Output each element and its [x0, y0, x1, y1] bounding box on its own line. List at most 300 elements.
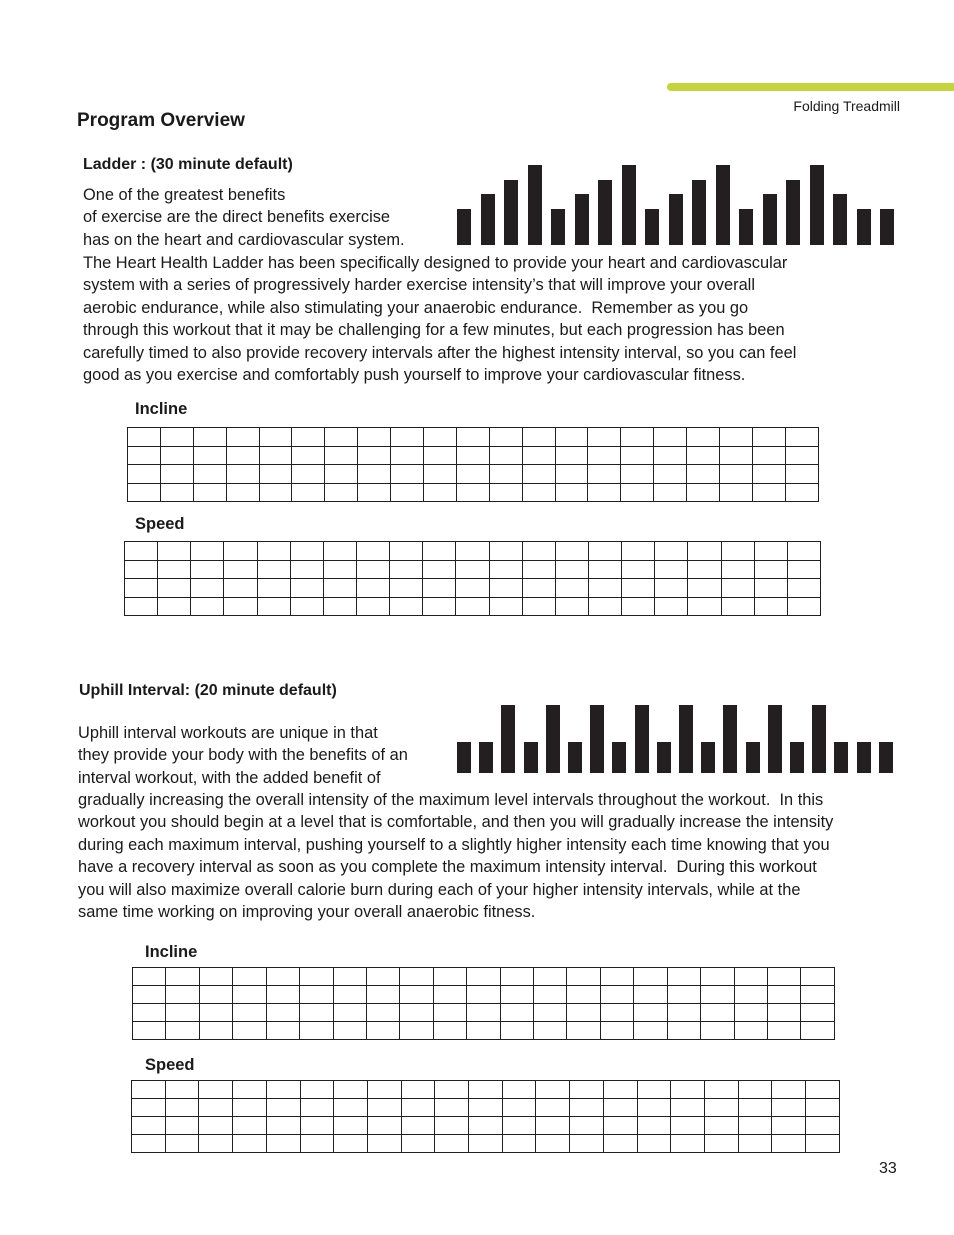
grid-cell[interactable] — [199, 1022, 232, 1040]
grid-cell[interactable] — [502, 1135, 536, 1153]
grid-cell[interactable] — [334, 1081, 368, 1099]
grid-cell[interactable] — [333, 1022, 366, 1040]
grid-cell[interactable] — [588, 446, 621, 465]
grid-cell[interactable] — [469, 1135, 503, 1153]
grid-cell[interactable] — [772, 1081, 806, 1099]
grid-cell[interactable] — [667, 986, 700, 1004]
grid-cell[interactable] — [600, 1004, 633, 1022]
grid-cell[interactable] — [323, 579, 356, 598]
grid-cell[interactable] — [128, 465, 161, 484]
grid-cell[interactable] — [390, 579, 423, 598]
grid-cell[interactable] — [423, 542, 456, 561]
grid-cell[interactable] — [128, 428, 161, 447]
grid-cell[interactable] — [233, 1004, 266, 1022]
grid-cell[interactable] — [555, 483, 588, 502]
grid-cell[interactable] — [754, 579, 787, 598]
grid-cell[interactable] — [806, 1117, 840, 1135]
grid-cell[interactable] — [433, 1022, 466, 1040]
grid-cell[interactable] — [688, 597, 721, 616]
grid-cell[interactable] — [704, 1081, 738, 1099]
grid-cell[interactable] — [401, 1135, 435, 1153]
grid-cell[interactable] — [603, 1117, 637, 1135]
grid-cell[interactable] — [423, 579, 456, 598]
grid-cell[interactable] — [165, 1081, 199, 1099]
grid-cell[interactable] — [489, 542, 522, 561]
grid-cell[interactable] — [752, 446, 785, 465]
grid-cell[interactable] — [634, 986, 667, 1004]
grid-cell[interactable] — [500, 1004, 533, 1022]
grid-cell[interactable] — [467, 1022, 500, 1040]
grid-cell[interactable] — [704, 1117, 738, 1135]
grid-cell[interactable] — [637, 1117, 671, 1135]
grid-cell[interactable] — [424, 465, 457, 484]
grid-cell[interactable] — [325, 465, 358, 484]
grid-cell[interactable] — [600, 968, 633, 986]
grid-cell[interactable] — [467, 1004, 500, 1022]
grid-cell[interactable] — [534, 1022, 567, 1040]
grid-cell[interactable] — [292, 428, 325, 447]
grid-cell[interactable] — [806, 1099, 840, 1117]
grid-cell[interactable] — [621, 465, 654, 484]
grid-cell[interactable] — [323, 542, 356, 561]
grid-cell[interactable] — [622, 560, 655, 579]
grid-cell[interactable] — [193, 483, 226, 502]
grid-cell[interactable] — [588, 560, 621, 579]
grid-cell[interactable] — [424, 446, 457, 465]
grid-cell[interactable] — [500, 986, 533, 1004]
grid-cell[interactable] — [654, 483, 687, 502]
grid-cell[interactable] — [768, 1004, 801, 1022]
grid-cell[interactable] — [292, 483, 325, 502]
grid-cell[interactable] — [259, 446, 292, 465]
grid-cell[interactable] — [125, 542, 158, 561]
grid-cell[interactable] — [522, 560, 555, 579]
grid-cell[interactable] — [500, 968, 533, 986]
grid-cell[interactable] — [435, 1135, 469, 1153]
grid-cell[interactable] — [290, 579, 323, 598]
grid-cell[interactable] — [522, 597, 555, 616]
grid-cell[interactable] — [266, 1099, 300, 1117]
grid-cell[interactable] — [166, 968, 199, 986]
grid-cell[interactable] — [300, 1022, 333, 1040]
grid-cell[interactable] — [333, 968, 366, 986]
grid-cell[interactable] — [588, 483, 621, 502]
grid-cell[interactable] — [300, 1117, 334, 1135]
grid-cell[interactable] — [334, 1099, 368, 1117]
grid-cell[interactable] — [785, 465, 818, 484]
grid-cell[interactable] — [720, 428, 753, 447]
grid-cell[interactable] — [687, 465, 720, 484]
grid-cell[interactable] — [199, 1135, 233, 1153]
grid-cell[interactable] — [489, 446, 522, 465]
grid-cell[interactable] — [433, 968, 466, 986]
grid-cell[interactable] — [721, 579, 754, 598]
grid-cell[interactable] — [622, 597, 655, 616]
grid-cell[interactable] — [621, 428, 654, 447]
grid-cell[interactable] — [257, 579, 290, 598]
grid-cell[interactable] — [588, 465, 621, 484]
grid-cell[interactable] — [193, 446, 226, 465]
grid-cell[interactable] — [600, 1022, 633, 1040]
grid-cell[interactable] — [536, 1135, 570, 1153]
grid-cell[interactable] — [233, 968, 266, 986]
grid-cell[interactable] — [754, 542, 787, 561]
grid-cell[interactable] — [555, 465, 588, 484]
grid-cell[interactable] — [456, 560, 489, 579]
grid-cell[interactable] — [720, 483, 753, 502]
grid-cell[interactable] — [655, 542, 688, 561]
grid-cell[interactable] — [801, 1004, 835, 1022]
grid-cell[interactable] — [768, 968, 801, 986]
grid-cell[interactable] — [433, 986, 466, 1004]
grid-cell[interactable] — [489, 483, 522, 502]
grid-cell[interactable] — [423, 597, 456, 616]
grid-cell[interactable] — [290, 597, 323, 616]
grid-cell[interactable] — [688, 579, 721, 598]
uphill-incline-grid[interactable] — [132, 967, 835, 1040]
grid-cell[interactable] — [132, 1135, 166, 1153]
grid-cell[interactable] — [133, 986, 166, 1004]
grid-cell[interactable] — [300, 986, 333, 1004]
grid-cell[interactable] — [128, 446, 161, 465]
grid-cell[interactable] — [721, 560, 754, 579]
grid-cell[interactable] — [469, 1117, 503, 1135]
grid-cell[interactable] — [570, 1117, 604, 1135]
grid-cell[interactable] — [500, 1022, 533, 1040]
grid-cell[interactable] — [391, 465, 424, 484]
grid-cell[interactable] — [199, 1004, 232, 1022]
grid-cell[interactable] — [266, 986, 299, 1004]
grid-cell[interactable] — [785, 446, 818, 465]
grid-cell[interactable] — [534, 986, 567, 1004]
grid-cell[interactable] — [469, 1081, 503, 1099]
grid-cell[interactable] — [358, 465, 391, 484]
grid-cell[interactable] — [489, 560, 522, 579]
grid-cell[interactable] — [502, 1081, 536, 1099]
grid-cell[interactable] — [300, 1099, 334, 1117]
grid-cell[interactable] — [489, 465, 522, 484]
grid-cell[interactable] — [721, 597, 754, 616]
grid-cell[interactable] — [325, 483, 358, 502]
grid-cell[interactable] — [224, 579, 257, 598]
grid-cell[interactable] — [567, 968, 600, 986]
grid-cell[interactable] — [489, 597, 522, 616]
grid-cell[interactable] — [456, 579, 489, 598]
grid-cell[interactable] — [165, 1135, 199, 1153]
grid-cell[interactable] — [536, 1117, 570, 1135]
grid-cell[interactable] — [622, 542, 655, 561]
grid-cell[interactable] — [233, 1081, 267, 1099]
grid-cell[interactable] — [325, 428, 358, 447]
grid-cell[interactable] — [158, 560, 191, 579]
grid-cell[interactable] — [401, 1081, 435, 1099]
grid-cell[interactable] — [300, 1135, 334, 1153]
grid-cell[interactable] — [634, 1022, 667, 1040]
grid-cell[interactable] — [266, 968, 299, 986]
grid-cell[interactable] — [785, 483, 818, 502]
grid-cell[interactable] — [721, 542, 754, 561]
grid-cell[interactable] — [160, 428, 193, 447]
grid-cell[interactable] — [467, 968, 500, 986]
grid-cell[interactable] — [334, 1135, 368, 1153]
grid-cell[interactable] — [801, 968, 835, 986]
grid-cell[interactable] — [555, 579, 588, 598]
grid-cell[interactable] — [226, 428, 259, 447]
grid-cell[interactable] — [366, 986, 399, 1004]
grid-cell[interactable] — [160, 483, 193, 502]
grid-cell[interactable] — [588, 579, 621, 598]
grid-cell[interactable] — [435, 1117, 469, 1135]
grid-cell[interactable] — [290, 560, 323, 579]
grid-cell[interactable] — [555, 542, 588, 561]
grid-cell[interactable] — [588, 428, 621, 447]
grid-cell[interactable] — [752, 465, 785, 484]
grid-cell[interactable] — [621, 446, 654, 465]
grid-cell[interactable] — [165, 1099, 199, 1117]
grid-cell[interactable] — [667, 968, 700, 986]
grid-cell[interactable] — [534, 1004, 567, 1022]
grid-cell[interactable] — [358, 446, 391, 465]
grid-cell[interactable] — [567, 1004, 600, 1022]
grid-cell[interactable] — [456, 465, 489, 484]
grid-cell[interactable] — [787, 597, 820, 616]
grid-cell[interactable] — [401, 1117, 435, 1135]
grid-cell[interactable] — [806, 1135, 840, 1153]
grid-cell[interactable] — [734, 1022, 767, 1040]
grid-cell[interactable] — [166, 1004, 199, 1022]
grid-cell[interactable] — [456, 446, 489, 465]
grid-cell[interactable] — [456, 597, 489, 616]
grid-cell[interactable] — [570, 1099, 604, 1117]
grid-cell[interactable] — [290, 542, 323, 561]
grid-cell[interactable] — [366, 968, 399, 986]
grid-cell[interactable] — [358, 428, 391, 447]
grid-cell[interactable] — [754, 560, 787, 579]
grid-cell[interactable] — [687, 446, 720, 465]
grid-cell[interactable] — [654, 428, 687, 447]
grid-cell[interactable] — [160, 446, 193, 465]
grid-cell[interactable] — [224, 560, 257, 579]
grid-cell[interactable] — [166, 986, 199, 1004]
grid-cell[interactable] — [701, 1004, 734, 1022]
grid-cell[interactable] — [637, 1081, 671, 1099]
grid-cell[interactable] — [603, 1099, 637, 1117]
grid-cell[interactable] — [333, 986, 366, 1004]
grid-cell[interactable] — [555, 597, 588, 616]
grid-cell[interactable] — [704, 1135, 738, 1153]
grid-cell[interactable] — [787, 542, 820, 561]
grid-cell[interactable] — [522, 483, 555, 502]
grid-cell[interactable] — [199, 1081, 233, 1099]
grid-cell[interactable] — [233, 986, 266, 1004]
grid-cell[interactable] — [233, 1117, 267, 1135]
grid-cell[interactable] — [199, 1117, 233, 1135]
grid-cell[interactable] — [555, 446, 588, 465]
grid-cell[interactable] — [356, 542, 389, 561]
grid-cell[interactable] — [752, 483, 785, 502]
grid-cell[interactable] — [588, 542, 621, 561]
grid-cell[interactable] — [133, 968, 166, 986]
grid-cell[interactable] — [671, 1081, 705, 1099]
grid-cell[interactable] — [806, 1081, 840, 1099]
grid-cell[interactable] — [588, 597, 621, 616]
grid-cell[interactable] — [536, 1081, 570, 1099]
grid-cell[interactable] — [390, 597, 423, 616]
grid-cell[interactable] — [266, 1135, 300, 1153]
grid-cell[interactable] — [654, 446, 687, 465]
grid-cell[interactable] — [772, 1135, 806, 1153]
grid-cell[interactable] — [193, 465, 226, 484]
grid-cell[interactable] — [259, 483, 292, 502]
grid-cell[interactable] — [226, 446, 259, 465]
grid-cell[interactable] — [224, 597, 257, 616]
grid-cell[interactable] — [534, 968, 567, 986]
grid-cell[interactable] — [266, 1081, 300, 1099]
grid-cell[interactable] — [603, 1135, 637, 1153]
grid-cell[interactable] — [671, 1099, 705, 1117]
grid-cell[interactable] — [193, 428, 226, 447]
grid-cell[interactable] — [323, 597, 356, 616]
grid-cell[interactable] — [701, 968, 734, 986]
grid-cell[interactable] — [801, 986, 835, 1004]
grid-cell[interactable] — [367, 1135, 401, 1153]
grid-cell[interactable] — [333, 1004, 366, 1022]
grid-cell[interactable] — [226, 465, 259, 484]
grid-cell[interactable] — [688, 542, 721, 561]
grid-cell[interactable] — [125, 560, 158, 579]
grid-cell[interactable] — [401, 1099, 435, 1117]
grid-cell[interactable] — [688, 560, 721, 579]
grid-cell[interactable] — [469, 1099, 503, 1117]
grid-cell[interactable] — [400, 1004, 433, 1022]
grid-cell[interactable] — [738, 1099, 772, 1117]
grid-cell[interactable] — [752, 428, 785, 447]
grid-cell[interactable] — [502, 1117, 536, 1135]
grid-cell[interactable] — [704, 1099, 738, 1117]
grid-cell[interactable] — [400, 968, 433, 986]
grid-cell[interactable] — [734, 1004, 767, 1022]
grid-cell[interactable] — [233, 1099, 267, 1117]
grid-cell[interactable] — [266, 1117, 300, 1135]
grid-cell[interactable] — [671, 1117, 705, 1135]
grid-cell[interactable] — [701, 1022, 734, 1040]
grid-cell[interactable] — [334, 1117, 368, 1135]
grid-cell[interactable] — [603, 1081, 637, 1099]
grid-cell[interactable] — [787, 560, 820, 579]
grid-cell[interactable] — [502, 1099, 536, 1117]
grid-cell[interactable] — [655, 597, 688, 616]
grid-cell[interactable] — [391, 446, 424, 465]
grid-cell[interactable] — [637, 1135, 671, 1153]
grid-cell[interactable] — [356, 560, 389, 579]
grid-cell[interactable] — [435, 1099, 469, 1117]
grid-cell[interactable] — [323, 560, 356, 579]
grid-cell[interactable] — [300, 968, 333, 986]
grid-cell[interactable] — [199, 968, 232, 986]
grid-cell[interactable] — [191, 542, 224, 561]
grid-cell[interactable] — [734, 968, 767, 986]
grid-cell[interactable] — [257, 597, 290, 616]
grid-cell[interactable] — [133, 1022, 166, 1040]
grid-cell[interactable] — [567, 1022, 600, 1040]
grid-cell[interactable] — [366, 1004, 399, 1022]
grid-cell[interactable] — [433, 1004, 466, 1022]
grid-cell[interactable] — [654, 465, 687, 484]
grid-cell[interactable] — [720, 446, 753, 465]
grid-cell[interactable] — [199, 986, 232, 1004]
grid-cell[interactable] — [785, 428, 818, 447]
grid-cell[interactable] — [132, 1081, 166, 1099]
grid-cell[interactable] — [367, 1081, 401, 1099]
grid-cell[interactable] — [400, 986, 433, 1004]
grid-cell[interactable] — [266, 1004, 299, 1022]
grid-cell[interactable] — [738, 1081, 772, 1099]
ladder-speed-grid[interactable] — [124, 541, 821, 616]
grid-cell[interactable] — [300, 1081, 334, 1099]
grid-cell[interactable] — [772, 1099, 806, 1117]
grid-cell[interactable] — [467, 986, 500, 1004]
grid-cell[interactable] — [667, 1004, 700, 1022]
grid-cell[interactable] — [687, 483, 720, 502]
grid-cell[interactable] — [165, 1117, 199, 1135]
grid-cell[interactable] — [132, 1117, 166, 1135]
grid-cell[interactable] — [567, 986, 600, 1004]
grid-cell[interactable] — [522, 542, 555, 561]
grid-cell[interactable] — [300, 1004, 333, 1022]
grid-cell[interactable] — [390, 542, 423, 561]
grid-cell[interactable] — [754, 597, 787, 616]
grid-cell[interactable] — [257, 560, 290, 579]
grid-cell[interactable] — [655, 579, 688, 598]
grid-cell[interactable] — [367, 1099, 401, 1117]
grid-cell[interactable] — [160, 465, 193, 484]
grid-cell[interactable] — [191, 560, 224, 579]
grid-cell[interactable] — [366, 1022, 399, 1040]
grid-cell[interactable] — [191, 597, 224, 616]
ladder-incline-grid[interactable] — [127, 427, 819, 502]
grid-cell[interactable] — [356, 579, 389, 598]
grid-cell[interactable] — [738, 1135, 772, 1153]
grid-cell[interactable] — [125, 579, 158, 598]
grid-cell[interactable] — [671, 1135, 705, 1153]
grid-cell[interactable] — [456, 483, 489, 502]
grid-cell[interactable] — [158, 579, 191, 598]
grid-cell[interactable] — [391, 428, 424, 447]
grid-cell[interactable] — [622, 579, 655, 598]
grid-cell[interactable] — [191, 579, 224, 598]
grid-cell[interactable] — [734, 986, 767, 1004]
grid-cell[interactable] — [555, 560, 588, 579]
grid-cell[interactable] — [522, 465, 555, 484]
grid-cell[interactable] — [233, 1135, 267, 1153]
grid-cell[interactable] — [768, 1022, 801, 1040]
grid-cell[interactable] — [687, 428, 720, 447]
grid-cell[interactable] — [224, 542, 257, 561]
uphill-speed-grid[interactable] — [131, 1080, 840, 1153]
grid-cell[interactable] — [292, 465, 325, 484]
grid-cell[interactable] — [356, 597, 389, 616]
grid-cell[interactable] — [259, 465, 292, 484]
grid-cell[interactable] — [358, 483, 391, 502]
grid-cell[interactable] — [435, 1081, 469, 1099]
grid-cell[interactable] — [738, 1117, 772, 1135]
grid-cell[interactable] — [391, 483, 424, 502]
grid-cell[interactable] — [456, 428, 489, 447]
grid-cell[interactable] — [768, 986, 801, 1004]
grid-cell[interactable] — [233, 1022, 266, 1040]
grid-cell[interactable] — [424, 483, 457, 502]
grid-cell[interactable] — [456, 542, 489, 561]
